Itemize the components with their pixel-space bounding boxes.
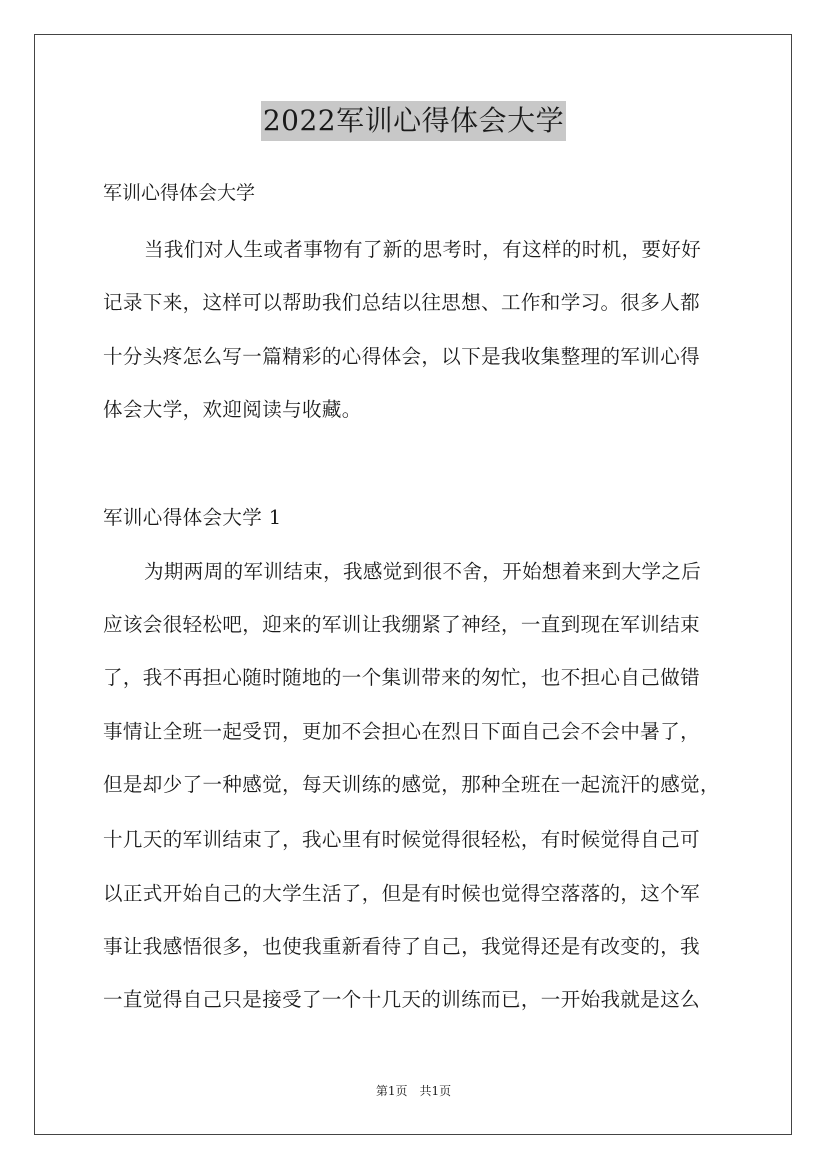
intro-line: 体会大学，欢迎阅读与收藏。 [103, 398, 362, 421]
page-footer [0, 1083, 827, 1099]
section-line: 为期两周的军训结束，我感觉到很不舍，开始想着来到大学之后 [144, 560, 702, 583]
intro-line: 记录下来，这样可以帮助我们总结以往思想、工作和学习。很多人都 [103, 291, 701, 314]
section-line: 了，我不再担心随时随地的一个集训带来的匆忙，也不担心自己做错 [103, 666, 701, 689]
section-line: 十几天的军训结束了，我心里有时候觉得很轻松，有时候觉得自己可 [103, 828, 701, 851]
section-line: 应该会很轻松吧，迎来的军训让我绷紧了神经，一直到现在军训结束 [103, 613, 701, 636]
section-line: 以正式开始自己的大学生活了，但是有时候也觉得空落落的，这个军 [103, 882, 701, 905]
section-line: 事让我感悟很多，也使我重新看待了自己，我觉得还是有改变的，我 [103, 935, 701, 958]
section-line: 但是却少了一种感觉，每天训练的感觉，那种全班在一起流汗的感觉， [103, 773, 720, 796]
page-total: 共1页 [419, 1084, 452, 1098]
document-title: 2022军训心得体会大学 [261, 101, 566, 141]
section-line: 事情让全班一起受罚，更加不会担心在烈日下面自己会不会中暑了， [103, 720, 701, 743]
intro-line: 十分头疼怎么写一篇精彩的心得体会，以下是我收集整理的军训心得 [103, 345, 701, 368]
page-number: 第1页 [375, 1084, 408, 1098]
title-container [0, 101, 827, 141]
document-subtitle: 军训心得体会大学 [103, 182, 256, 204]
section-heading: 军训心得体会大学 1 [103, 506, 282, 529]
intro-line: 当我们对人生或者事物有了新的思考时，有这样的时机，要好好 [144, 238, 702, 261]
section-line: 一直觉得自己只是接受了一个十几天的训练而已，一开始我就是这么 [103, 988, 701, 1011]
